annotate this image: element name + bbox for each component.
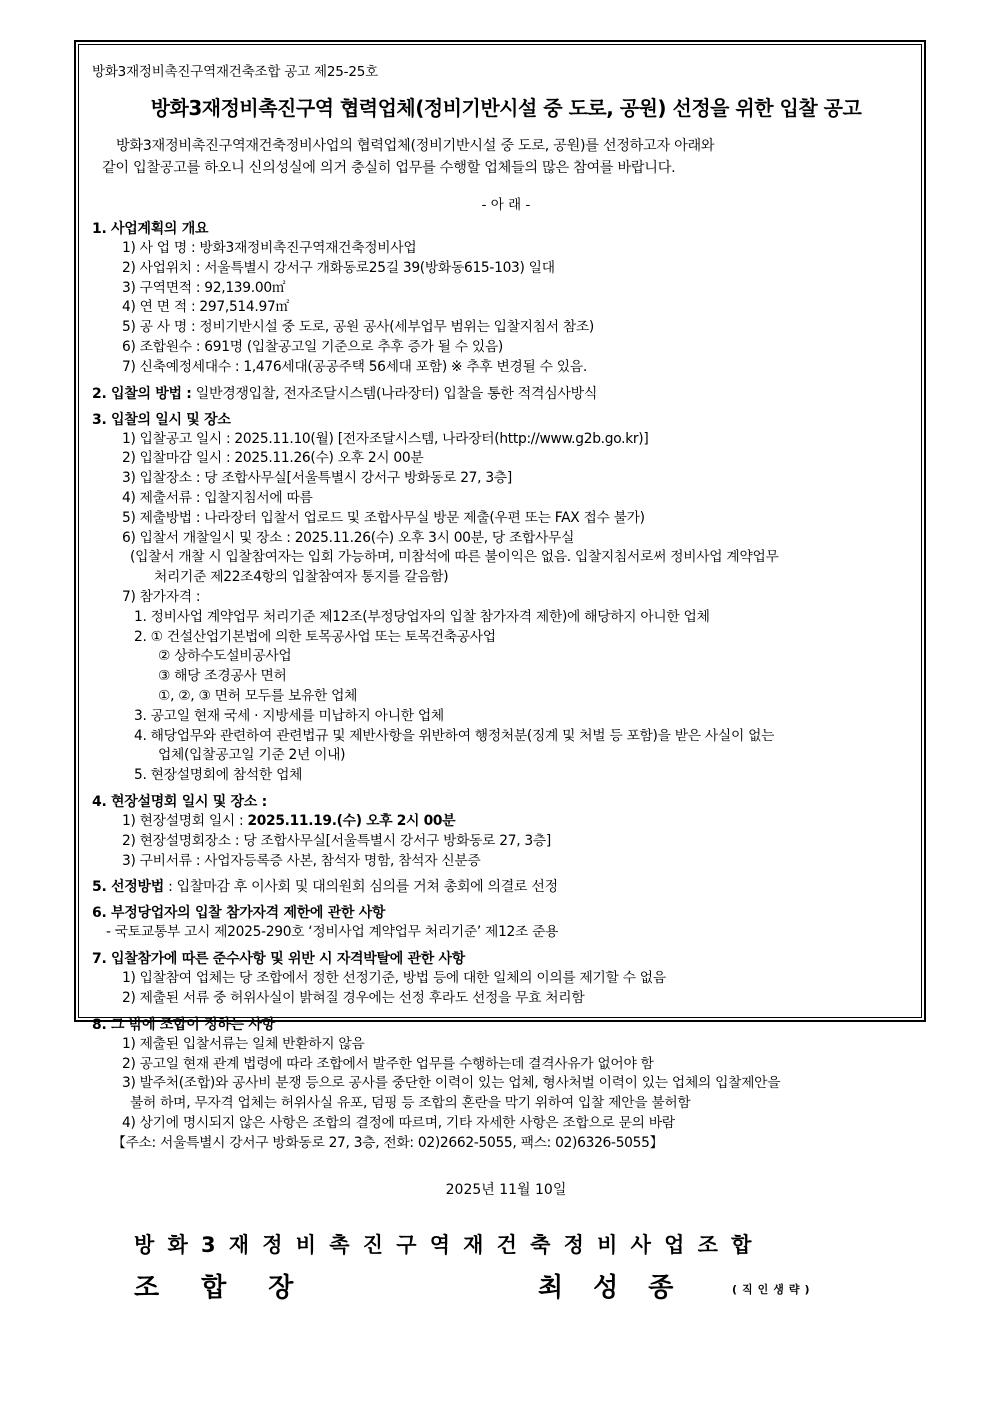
list-item: 4) 상기에 명시되지 않은 사항은 조합의 결정에 따르며, 기타 자세한 사항은 조합으로 문의 바람 — [122, 1114, 675, 1131]
section-selection-method — [92, 877, 920, 897]
section-project-overview — [92, 219, 920, 378]
list-item: 2) 공고일 현재 관계 법령에 따라 조합에서 발주한 업무를 수행하는데 결격사유가 없어야 함 — [122, 1055, 654, 1072]
list-item: 3) 구비서류 : 사업자등록증 사본, 참석자 명함, 참석자 신분증 — [122, 852, 481, 869]
qualification-item: 업체(입찰공고일 기준 2년 이내) — [158, 747, 346, 764]
qualification-item: 3. 공고일 현재 국세 · 지방세를 미납하지 아니한 업체 — [134, 707, 444, 724]
section-title: 2. 입찰의 방법 : — [92, 385, 192, 402]
details-heading: - 아 래 - — [481, 197, 531, 213]
qualification-item: 4. 해당업무와 관련하여 관련법규 및 제반사항을 위반하여 행정처분(징계 및 처벌 등 포함)을 받은 사실이 없는 — [134, 727, 775, 744]
seal-note: (직인생략) — [732, 1283, 815, 1297]
qualification-item: 1. 정비사업 계약업무 처리기준 제12조(부정당업자의 입찰 참가자격 제한)에 해당하지 아니한 업체 — [134, 608, 710, 625]
list-item: 불허 하며, 무자격 업체는 허위사실 유포, 덤핑 등 조합의 혼란을 막기 위하여 입찰 제안을 불허함 — [130, 1095, 691, 1112]
intro-line: 같이 입찰공고를 하오니 신의성실에 의거 충실히 업무를 수행할 업체들의 많은 참여를 바랍니다. — [102, 160, 676, 176]
intro-line: 방화3재정비촉진구역재건축정비사업의 협력업체(정비기반시설 중 도로, 공원)를 선정하고자 아래와 — [116, 138, 715, 154]
organization-name: 방화3재정비촉진구역재건축정비사업조합 — [134, 1233, 765, 1258]
list-item: 6) 입찰서 개찰일시 및 장소 : 2025.11.26(수) 오후 3시 00분, 당 조합사무실 — [122, 529, 575, 546]
section-title: 3. 입찰의 일시 및 장소 — [92, 411, 231, 428]
list-item: 1) 사 업 명 : 방화3재정비촉진구역재건축정비사업 — [122, 240, 417, 256]
section-title: 7. 입찰참가에 따른 준수사항 및 위반 시 자격박탈에 관한 사항 — [92, 951, 466, 968]
notice-document — [92, 60, 920, 1307]
list-item: 2) 현장설명회장소 : 당 조합사무실[서울특별시 강서구 방화동로 27, 3층] — [122, 832, 552, 849]
list-item: 2) 사업위치 : 서울특별시 강서구 개화동로25길 39(방화동615-103) 일대 — [122, 259, 555, 276]
section-bidding-method — [92, 384, 920, 404]
qualification-item: ①, ②, ③ 면허 모두를 보유한 업체 — [158, 687, 358, 704]
section-text: 일반경쟁입찰, 전자조달시스템(나라장터) 입찰을 통한 적격심사방식 — [191, 385, 598, 402]
section-title: 1. 사업계획의 개요 — [92, 221, 209, 237]
section-compliance — [92, 949, 920, 1009]
section-title: 6. 부정당업자의 입찰 참가자격 제한에 관한 사항 — [92, 905, 386, 922]
list-item: 2) 제출된 서류 중 허위사실이 밝혀질 경우에는 선정 후라도 선정을 무효 처리함 — [122, 989, 585, 1006]
section-restriction — [92, 903, 920, 943]
list-item: 7) 참가자격 : — [122, 588, 201, 605]
list-item-note: (입찰서 개찰 시 입찰참여자는 입회 가능하며, 미참석에 따른 불이익은 없음. 입찰지침서로써 정비사업 계약업무 — [130, 549, 779, 566]
signer-name: 최성종 — [538, 1273, 704, 1304]
section-text: : 입찰마감 후 이사회 및 대의원회 심의를 거쳐 총회에 의결로 선정 — [163, 879, 558, 896]
list-item: 6) 조합원수 : 691명 (입찰공고일 기준으로 추후 증가 될 수 있음) — [122, 338, 503, 355]
list-item: 4) 제출서류 : 입찰지침서에 따름 — [122, 489, 313, 506]
section-title: 5. 선정방법 — [92, 879, 164, 896]
list-item: 3) 구역면적 : 92,139.00㎡ — [122, 279, 286, 296]
section-bidding-schedule — [92, 410, 920, 786]
contact-address: 【주소: 서울특별시 강서구 방화동로 27, 3층, 전화: 02)2662-5055, 팩스: 02)6326-5055】 — [112, 1134, 664, 1151]
qualification-item: ③ 해당 조경공사 면허 — [158, 668, 287, 685]
qualification-item: 5. 현장설명회에 참석한 업체 — [134, 767, 303, 784]
list-item: 5) 공 사 명 : 정비기반시설 중 도로, 공원 공사(세부업무 범위는 입찰지침서 참조) — [122, 319, 595, 336]
section-other — [92, 1015, 920, 1154]
list-item: 7) 신축예정세대수 : 1,476세대(공공주택 56세대 포함) ※ 추후 변경될 수 있음. — [122, 358, 587, 375]
list-item: 1) 제출된 입찰서류는 일체 반환하지 않음 — [122, 1035, 365, 1052]
notice-date: 2025년 11월 10일 — [445, 1182, 567, 1199]
list-item: 4) 연 면 적 : 297,514.97㎡ — [122, 299, 289, 316]
list-item: 5) 제출방법 : 나라장터 입찰서 업로드 및 조합사무실 방문 제출(우편 또는 FAX 접수 불가) — [122, 509, 645, 526]
list-item: 1) 입찰참여 업체는 당 조합에서 정한 선정기준, 방법 등에 대한 일체의 이의를 제기할 수 없음 — [122, 970, 666, 987]
list-item: 3) 입찰장소 : 당 조합사무실[서울특별시 강서구 방화동로 27, 3층] — [122, 470, 512, 487]
list-item: 1) 입찰공고 일시 : 2025.11.10(월) [전자조달시스템, 나라장터(http://www.g2b.go.kr)] — [122, 430, 649, 447]
list-item: 3) 발주처(조합)와 공사비 분쟁 등으로 공사를 중단한 이력이 있는 업체, 형사처벌 이력이 있는 업체의 입찰제안을 — [122, 1075, 781, 1092]
list-item: 2) 입찰마감 일시 : 2025.11.26(수) 오후 2시 00분 — [122, 450, 424, 467]
list-item: - 국토교통부 고시 제2025-290호 ‘정비사업 계약업무 처리기준’ 제12조 준용 — [106, 924, 559, 941]
intro-paragraph — [92, 135, 920, 179]
qualification-item: 2. ① 건설산업기본법에 의한 토목공사업 또는 토목건축공사업 — [134, 628, 496, 645]
notice-number: 방화3재정비촉진구역재건축조합 공고 제25-25호 — [92, 64, 378, 80]
section-title: 4. 현장설명회 일시 및 장소 : — [92, 793, 267, 810]
notice-title: 방화3재정비촉진구역 협력업체(정비기반시설 중 도로, 공원) 선정을 위한 입찰 공고 — [150, 96, 862, 120]
section-title: 8. 그 밖에 조합이 정하는 사항 — [92, 1016, 275, 1033]
qualification-item: ② 상하수도설비공사업 — [158, 648, 292, 665]
section-site-briefing — [92, 792, 920, 871]
signer-role: 조합장 — [134, 1273, 336, 1304]
list-item-label: 1) 현장설명회 일시 : — [122, 812, 248, 829]
signature-row — [92, 1267, 920, 1307]
list-item-note: 처리기준 제22조4항의 입찰참여자 통지를 갈음함) — [154, 569, 449, 586]
briefing-datetime: 2025.11.19.(수) 오후 2시 00분 — [247, 812, 456, 829]
